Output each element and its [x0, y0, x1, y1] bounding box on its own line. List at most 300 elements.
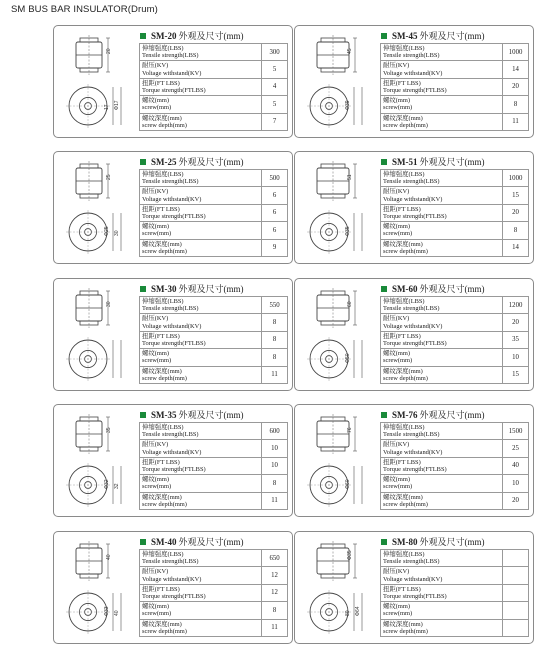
insulator-drawing [62, 536, 134, 640]
spec-label [381, 550, 503, 567]
spec-value: 11 [262, 366, 288, 383]
spec-value: 4 [262, 78, 288, 95]
spec-label-cn: 螺纹深度(mm) [142, 240, 182, 248]
spec-label-cn: 螺纹深度(mm) [142, 493, 182, 501]
spec-row [140, 113, 288, 130]
green-square-icon [381, 33, 387, 39]
spec-label-cn: 伸缩强度(LBS) [383, 551, 425, 558]
spec-card-sm-30 [53, 278, 293, 391]
spec-label-en: screw depth(mm) [383, 627, 428, 635]
spec-value: 6 [262, 222, 288, 239]
spec-value: 1000 [503, 44, 529, 61]
spec-value: 6 [262, 204, 288, 221]
green-square-icon [140, 159, 146, 165]
spec-row [140, 567, 288, 584]
spec-label-en: screw(mm) [383, 610, 413, 618]
spec-value [503, 602, 529, 619]
spec-label-cn: 螺纹(mm) [142, 603, 169, 611]
spec-label-en: Torque strength(FTLBS) [142, 466, 206, 474]
spec-label-en: Tensile strength(LBS) [142, 178, 199, 186]
spec-row [381, 366, 529, 383]
spec-label-en: screw depth(mm) [142, 500, 187, 508]
spec-label-en: Torque strength(FTLBS) [383, 213, 447, 221]
model-number: SM-76 [392, 409, 418, 420]
spec-value: 1500 [503, 423, 529, 440]
spec-label-cn: 扭距(FT LBS) [383, 79, 421, 87]
spec-label [140, 170, 262, 187]
model-subtitle: 外观及尺寸(mm) [178, 31, 244, 41]
spec-value [503, 567, 529, 584]
spec-value: 550 [262, 297, 288, 314]
dimension-label: Φ33 [104, 606, 110, 616]
spec-label [140, 113, 262, 130]
spec-label [381, 619, 503, 636]
spec-row [140, 602, 288, 619]
spec-label [381, 113, 503, 130]
spec-value: 11 [262, 492, 288, 509]
spec-row [140, 314, 288, 331]
spec-row [381, 113, 529, 130]
model-title [140, 155, 244, 168]
spec-label-cn: 螺纹深度(mm) [383, 367, 423, 375]
spec-row [140, 96, 288, 113]
spec-value: 15 [503, 187, 529, 204]
spec-label-cn: 伸缩强度(LBS) [142, 424, 184, 431]
spec-label-cn: 伸缩强度(LBS) [142, 551, 184, 558]
spec-row [381, 331, 529, 348]
spec-label-en: screw(mm) [383, 230, 413, 238]
spec-card-sm-51 [294, 151, 534, 264]
spec-card-sm-20 [53, 25, 293, 138]
spec-label-en: screw depth(mm) [383, 500, 428, 508]
spec-label [381, 78, 503, 95]
spec-row [381, 222, 529, 239]
dimension-label: Φ32 [104, 479, 110, 489]
green-square-icon [140, 539, 146, 545]
spec-row [381, 187, 529, 204]
dimension-label: 35 [106, 427, 112, 433]
spec-label-en: Voltage withstand(KV) [142, 448, 202, 456]
spec-label-cn: 螺纹深度(mm) [383, 240, 423, 248]
spec-table [139, 549, 288, 637]
model-subtitle: 外观及尺寸(mm) [178, 157, 244, 167]
spec-row [140, 457, 288, 474]
spec-label [140, 314, 262, 331]
spec-label-en: Tensile strength(LBS) [383, 558, 440, 566]
spec-label-cn: 扭距(FT LBS) [383, 585, 421, 593]
spec-label [140, 222, 262, 239]
model-subtitle: 外观及尺寸(mm) [419, 537, 485, 547]
spec-label [140, 619, 262, 636]
spec-label [140, 349, 262, 366]
spec-row [140, 440, 288, 457]
insulator-drawing [62, 283, 134, 387]
spec-row [140, 297, 288, 314]
insulator-drawing [62, 156, 134, 260]
spec-label-en: Voltage withstand(KV) [142, 575, 202, 583]
model-subtitle: 外观及尺寸(mm) [178, 537, 244, 547]
spec-card-sm-40 [53, 531, 293, 644]
model-subtitle: 外观及尺寸(mm) [419, 31, 485, 41]
model-number: SM-51 [392, 156, 418, 167]
spec-label-en: Tensile strength(LBS) [142, 52, 199, 60]
spec-label-cn: 螺纹(mm) [383, 350, 410, 358]
green-square-icon [381, 159, 387, 165]
spec-label [140, 204, 262, 221]
model-title [381, 282, 485, 295]
spec-label-cn: 扭距(FT LBS) [142, 79, 180, 87]
insulator-drawing [303, 30, 375, 134]
spec-value: 1000 [503, 170, 529, 187]
spec-row [381, 457, 529, 474]
spec-label [381, 297, 503, 314]
model-number: SM-80 [392, 536, 418, 547]
spec-row [381, 440, 529, 457]
spec-row [381, 314, 529, 331]
spec-row [140, 222, 288, 239]
spec-value: 8 [262, 314, 288, 331]
spec-label [381, 61, 503, 78]
spec-table [380, 43, 529, 131]
spec-label-cn: 螺纹(mm) [383, 476, 410, 484]
dimension-label: 60 [347, 301, 353, 307]
spec-label [140, 602, 262, 619]
spec-label-cn: 螺纹(mm) [142, 223, 169, 231]
spec-value: 8 [503, 222, 529, 239]
spec-value: 8 [262, 331, 288, 348]
spec-label-cn: 伸缩强度(LBS) [142, 45, 184, 52]
spec-value: 500 [262, 170, 288, 187]
spec-label [140, 44, 262, 61]
spec-table [139, 422, 288, 510]
spec-label [140, 187, 262, 204]
spec-row [381, 96, 529, 113]
spec-label-cn: 螺纹深度(mm) [383, 620, 423, 628]
spec-row [140, 550, 288, 567]
spec-row [140, 619, 288, 636]
dimension-label: Φ35 [347, 550, 353, 560]
spec-label-cn: 螺纹(mm) [383, 97, 410, 105]
spec-label [140, 366, 262, 383]
spec-label [381, 366, 503, 383]
spec-value: 20 [503, 314, 529, 331]
spec-label-cn: 螺纹深度(mm) [383, 493, 423, 501]
spec-value: 10 [262, 440, 288, 457]
spec-label-en: screw(mm) [383, 104, 413, 112]
spec-label [381, 440, 503, 457]
spec-value: 5 [262, 61, 288, 78]
spec-row [381, 492, 529, 509]
dimension-label: Φ39 [345, 100, 351, 110]
spec-row [140, 204, 288, 221]
dimension-label: 32 [114, 483, 120, 489]
spec-table [139, 169, 288, 257]
model-subtitle: 外观及尺寸(mm) [178, 284, 244, 294]
spec-value: 12 [262, 567, 288, 584]
spec-table [380, 549, 529, 637]
spec-row [140, 423, 288, 440]
spec-label [140, 440, 262, 457]
dimension-label: 40 [106, 554, 112, 560]
spec-value: 1200 [503, 297, 529, 314]
spec-label-cn: 耐压(KV) [383, 568, 410, 576]
model-title [381, 155, 485, 168]
model-subtitle: 外观及尺寸(mm) [178, 410, 244, 420]
spec-label [381, 170, 503, 187]
dimension-label: Φ50 [345, 353, 351, 363]
spec-value: 25 [503, 440, 529, 457]
spec-label [381, 349, 503, 366]
spec-value: 6 [262, 187, 288, 204]
spec-row [140, 584, 288, 601]
spec-label [381, 492, 503, 509]
model-title [140, 29, 244, 42]
model-number: SM-30 [151, 283, 177, 294]
spec-row [381, 584, 529, 601]
spec-label-cn: 扭距(FT LBS) [142, 585, 180, 593]
spec-label-en: Voltage withstand(KV) [142, 69, 202, 77]
spec-label-en: screw(mm) [142, 483, 172, 491]
spec-label-en: screw depth(mm) [142, 121, 187, 129]
dimension-label: 80 [345, 610, 351, 616]
spec-value: 15 [503, 366, 529, 383]
spec-label-en: Torque strength(FTLBS) [383, 466, 447, 474]
spec-label-en: Tensile strength(LBS) [142, 431, 199, 439]
spec-row [381, 619, 529, 636]
spec-value: 8 [262, 475, 288, 492]
spec-table [380, 296, 529, 384]
model-number: SM-25 [151, 156, 177, 167]
dimension-label: 51 [347, 174, 353, 180]
spec-label-en: screw(mm) [142, 104, 172, 112]
spec-label [140, 567, 262, 584]
page-title: SM BUS BAR INSULATOR(Drum) [11, 4, 158, 15]
spec-label [381, 475, 503, 492]
insulator-drawing [62, 409, 134, 513]
spec-label-cn: 螺纹(mm) [383, 603, 410, 611]
spec-card-sm-25 [53, 151, 293, 264]
spec-label [381, 423, 503, 440]
spec-label [381, 96, 503, 113]
spec-row [140, 78, 288, 95]
spec-row [381, 475, 529, 492]
spec-label-cn: 伸缩强度(LBS) [383, 298, 425, 305]
model-title [381, 29, 485, 42]
insulator-drawing [303, 536, 375, 640]
spec-label-cn: 螺纹(mm) [142, 476, 169, 484]
spec-row [140, 349, 288, 366]
spec-label-en: screw depth(mm) [142, 627, 187, 635]
spec-label [140, 239, 262, 256]
spec-label-en: screw depth(mm) [383, 374, 428, 382]
spec-label [381, 187, 503, 204]
spec-card-sm-60 [294, 278, 534, 391]
spec-value: 8 [262, 349, 288, 366]
spec-label-en: Voltage withstand(KV) [383, 322, 443, 330]
spec-label [140, 550, 262, 567]
model-title [381, 535, 485, 548]
spec-value [503, 619, 529, 636]
spec-label [140, 331, 262, 348]
spec-label [140, 457, 262, 474]
spec-value: 14 [503, 239, 529, 256]
spec-label-en: Tensile strength(LBS) [383, 52, 440, 60]
spec-label-en: screw depth(mm) [142, 247, 187, 255]
spec-label-en: screw depth(mm) [142, 374, 187, 382]
spec-label-cn: 扭距(FT LBS) [142, 332, 180, 340]
spec-label-cn: 耐压(KV) [142, 188, 169, 196]
spec-value: 8 [503, 96, 529, 113]
dimension-label: Φ64 [355, 606, 361, 616]
spec-value: 20 [503, 492, 529, 509]
spec-label-cn: 螺纹深度(mm) [142, 620, 182, 628]
spec-row [140, 366, 288, 383]
model-number: SM-45 [392, 30, 418, 41]
spec-value: 12 [262, 584, 288, 601]
spec-label-en: screw(mm) [142, 230, 172, 238]
model-number: SM-20 [151, 30, 177, 41]
spec-label [381, 331, 503, 348]
dimension-label: Φ60 [345, 479, 351, 489]
spec-value: 20 [503, 204, 529, 221]
green-square-icon [140, 33, 146, 39]
spec-label-cn: 螺纹深度(mm) [142, 114, 182, 122]
spec-label-en: Tensile strength(LBS) [142, 305, 199, 313]
spec-value: 11 [503, 113, 529, 130]
spec-card-sm-35 [53, 404, 293, 517]
spec-label-cn: 耐压(KV) [383, 62, 410, 70]
green-square-icon [381, 412, 387, 418]
dimension-label: Φ25 [104, 226, 110, 236]
insulator-drawing [303, 283, 375, 387]
spec-label-cn: 伸缩强度(LBS) [383, 45, 425, 52]
spec-label-en: Torque strength(FTLBS) [142, 340, 206, 348]
spec-label-en: Torque strength(FTLBS) [142, 593, 206, 601]
spec-row [140, 187, 288, 204]
spec-label [381, 314, 503, 331]
spec-label-en: screw(mm) [142, 357, 172, 365]
spec-value: 40 [503, 457, 529, 474]
spec-value: 10 [503, 475, 529, 492]
spec-label-en: screw depth(mm) [383, 247, 428, 255]
spec-label [140, 297, 262, 314]
spec-label-cn: 螺纹(mm) [142, 97, 169, 105]
model-number: SM-35 [151, 409, 177, 420]
spec-label-en: screw(mm) [142, 610, 172, 618]
model-title [140, 282, 244, 295]
spec-label [381, 584, 503, 601]
spec-label-en: Tensile strength(LBS) [142, 558, 199, 566]
spec-row [140, 61, 288, 78]
spec-label-cn: 扭距(FT LBS) [142, 205, 180, 213]
model-subtitle: 外观及尺寸(mm) [419, 157, 485, 167]
spec-label-cn: 耐压(KV) [383, 188, 410, 196]
spec-row [381, 349, 529, 366]
dimension-label: 20 [106, 48, 112, 54]
spec-card-sm-76 [294, 404, 534, 517]
spec-label-en: screw depth(mm) [383, 121, 428, 129]
spec-label-cn: 螺纹深度(mm) [142, 367, 182, 375]
spec-value: 35 [503, 331, 529, 348]
model-title [140, 535, 244, 548]
spec-label-cn: 扭距(FT LBS) [383, 205, 421, 213]
spec-row [140, 331, 288, 348]
spec-row [381, 423, 529, 440]
insulator-drawing [303, 156, 375, 260]
spec-label-en: Voltage withstand(KV) [383, 448, 443, 456]
spec-label-cn: 伸缩强度(LBS) [383, 171, 425, 178]
green-square-icon [381, 286, 387, 292]
spec-row [381, 602, 529, 619]
spec-label-en: Torque strength(FTLBS) [383, 593, 447, 601]
dimension-label: Φ35 [345, 226, 351, 236]
spec-row [381, 170, 529, 187]
spec-label [381, 222, 503, 239]
spec-value: 650 [262, 550, 288, 567]
spec-label [140, 584, 262, 601]
spec-label-cn: 耐压(KV) [383, 441, 410, 449]
dimension-label: Φ17 [114, 100, 120, 110]
dimension-label: 40 [114, 610, 120, 616]
spec-value: 7 [262, 113, 288, 130]
spec-row [381, 78, 529, 95]
spec-label-cn: 伸缩强度(LBS) [383, 424, 425, 431]
spec-label-cn: 伸缩强度(LBS) [142, 171, 184, 178]
spec-row [381, 550, 529, 567]
spec-value: 14 [503, 61, 529, 78]
green-square-icon [140, 412, 146, 418]
spec-label-en: Torque strength(FTLBS) [383, 340, 447, 348]
model-title [140, 408, 244, 421]
spec-value: 20 [503, 78, 529, 95]
spec-value: 10 [503, 349, 529, 366]
spec-label-cn: 耐压(KV) [142, 62, 169, 70]
spec-label-en: Voltage withstand(KV) [142, 195, 202, 203]
spec-row [140, 492, 288, 509]
spec-label-en: Voltage withstand(KV) [142, 322, 202, 330]
dimension-label: 25 [106, 174, 112, 180]
spec-label-cn: 螺纹(mm) [142, 350, 169, 358]
spec-row [381, 204, 529, 221]
spec-table [139, 43, 288, 131]
spec-label-cn: 扭距(FT LBS) [383, 332, 421, 340]
spec-card-sm-80 [294, 531, 534, 644]
spec-label [140, 492, 262, 509]
dimension-label: 30 [106, 301, 112, 307]
spec-label-cn: 螺纹深度(mm) [383, 114, 423, 122]
spec-label [140, 61, 262, 78]
spec-table [380, 169, 529, 257]
spec-label-cn: 耐压(KV) [383, 315, 410, 323]
spec-row [140, 170, 288, 187]
spec-label [381, 204, 503, 221]
model-title [381, 408, 485, 421]
spec-row [381, 239, 529, 256]
spec-row [140, 44, 288, 61]
spec-label-en: screw(mm) [383, 483, 413, 491]
spec-label-en: Voltage withstand(KV) [383, 575, 443, 583]
spec-label-en: Torque strength(FTLBS) [142, 213, 206, 221]
model-number: SM-60 [392, 283, 418, 294]
spec-label [140, 96, 262, 113]
spec-row [381, 44, 529, 61]
spec-row [381, 61, 529, 78]
spec-label-en: Torque strength(FTLBS) [383, 87, 447, 95]
spec-value: 300 [262, 44, 288, 61]
spec-label-en: Voltage withstand(KV) [383, 69, 443, 77]
spec-table [380, 422, 529, 510]
spec-label-en: Voltage withstand(KV) [383, 195, 443, 203]
